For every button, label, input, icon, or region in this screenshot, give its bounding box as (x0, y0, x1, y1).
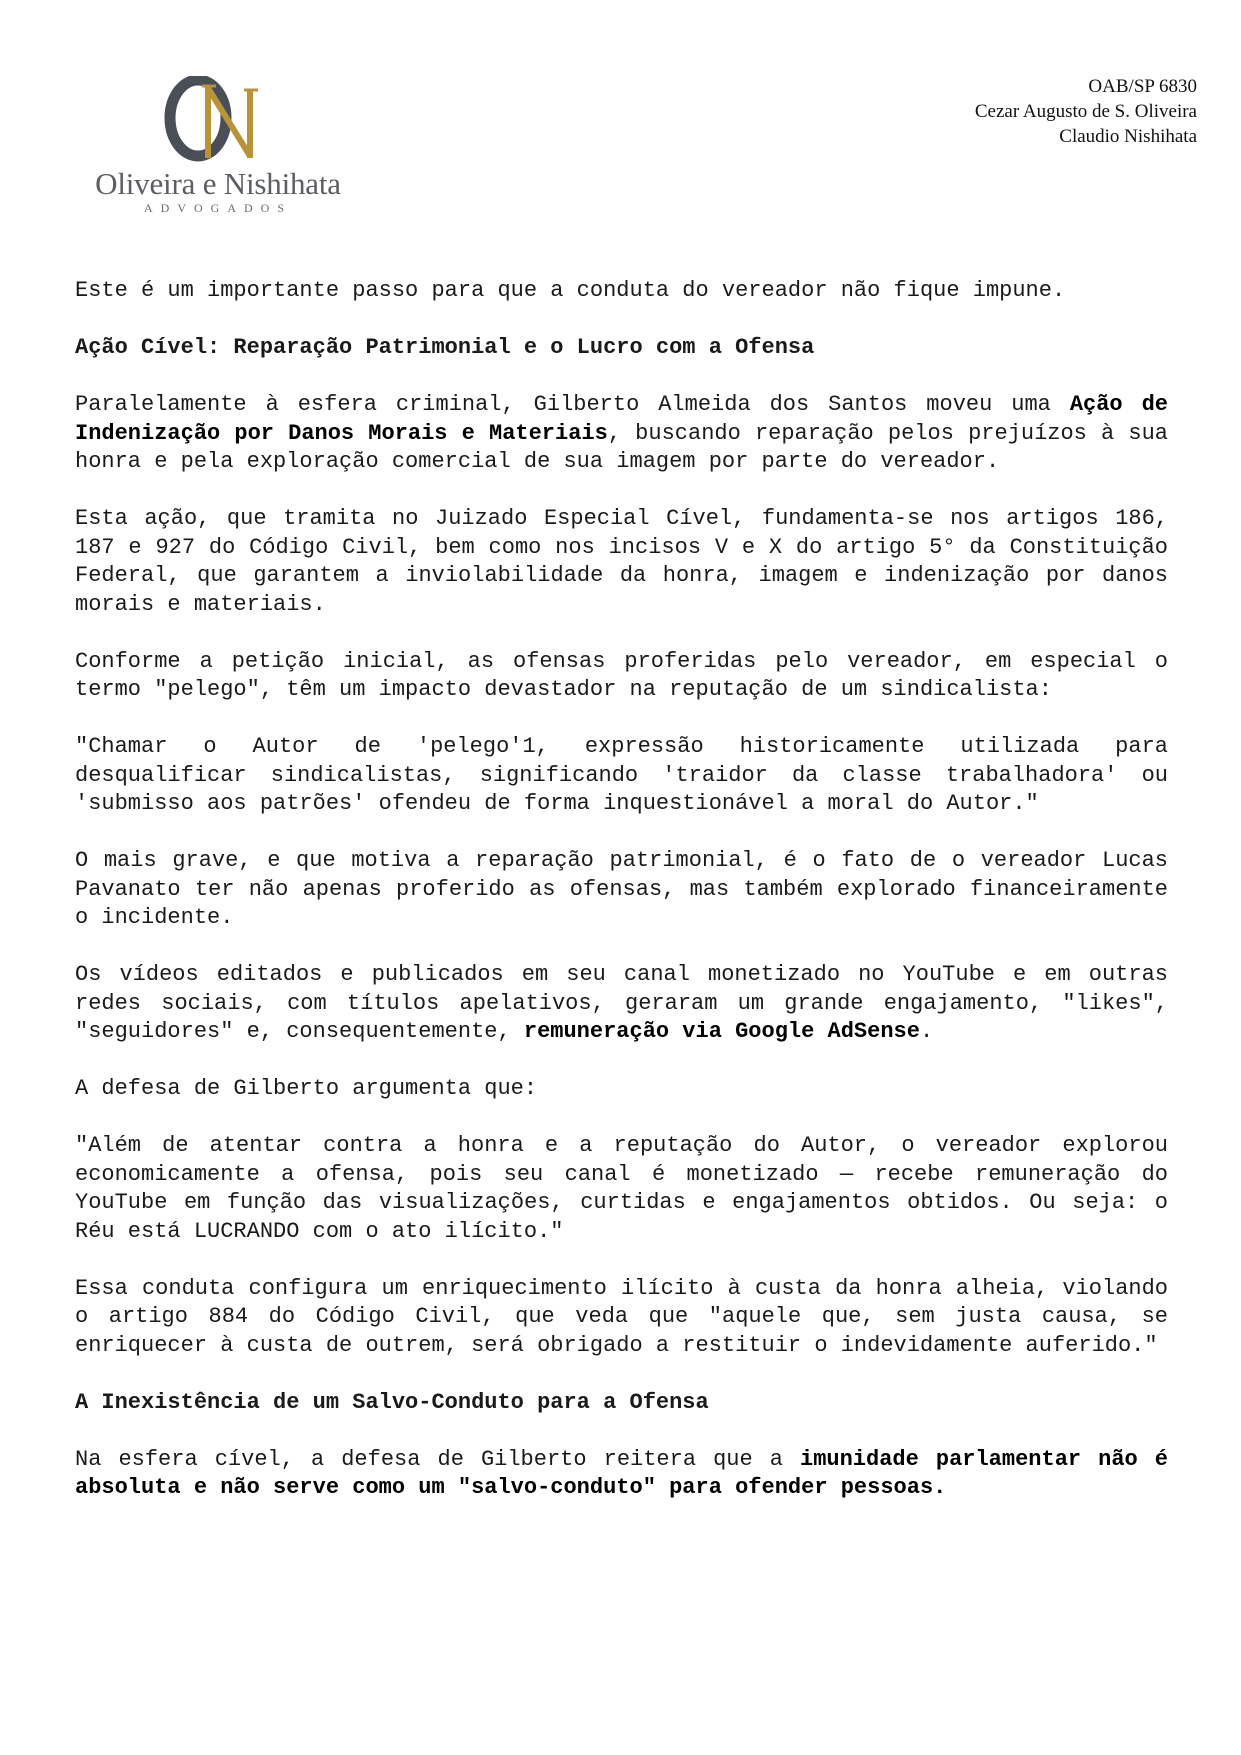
paragraph: Paralelamente à esfera criminal, Gilberto Almeida dos Santos moveu uma Ação de Indenização por Danos Morais e Materiais, buscando reparação pelos prejuízos à sua honra e pela exploração comercial de sua imagem por parte do vereador. (75, 392, 1168, 474)
paragraph: Essa conduta configura um enriquecimento ilícito à custa da honra alheia, violando o artigo 884 do Código Civil, que veda que "aquele que, sem justa causa, se enriquecer à custa de outrem, será obrigado a restituir o indevidamente auferido." (75, 1275, 1168, 1358)
quote: "Além de atentar contra a honra e a reputação do Autor, o vereador explorou economicamente a ofensa, pois seu canal é monetizado — recebe remuneração do YouTube em função das visualizações, curtidas e engajamentos obtidos. Ou seja: o Réu está LUCRANDO com o ato ilícito." (75, 1133, 1168, 1244)
paragraph: A defesa de Gilberto argumenta que: (75, 1076, 538, 1101)
header-contact (975, 74, 1197, 149)
firm-logo (88, 76, 348, 216)
document-body (75, 277, 1168, 1531)
oab-number: OAB/SP 6830 (1088, 76, 1197, 97)
paragraph: Na esfera cível, a defesa de Gilberto reitera que a imunidade parlamentar não é absoluta e não serve como um "salvo-conduto" para ofender pessoas. (75, 1446, 1169, 1500)
monogram-icon (158, 76, 278, 166)
bold-text: Ação de Indenização por Danos Morais e Materiais (75, 392, 1168, 446)
paragraph: Conforme a petição inicial, as ofensas proferidas pelo vereador, em especial o termo "pelego", têm um impacto devastador na reputação de um sindicalista: (75, 648, 1168, 702)
paragraph: Esta ação, que tramita no Juizado Especial Cível, fundamenta-se nos artigos 186, 187 e 927 do Código Civil, bem como nos incisos V e X do artigo 5° da Constituição Federal, que garantem a inviolabilidade da honra, imagem e indenização por danos morais e materiais. (75, 506, 1168, 617)
firm-subtitle: ADVOGADOS (143, 201, 292, 215)
bold-text: remuneração via Google AdSense (523, 1019, 920, 1044)
lawyer-name-1: Cezar Augusto de S. Oliveira (974, 101, 1197, 122)
quote: "Chamar o Autor de 'pelego'1, expressão historicamente utilizada para desqualificar sindicalistas, significando 'traidor da classe trabalhadora' ou 'submisso aos patrões' ofendeu de forma inquestionável a moral do Autor." (75, 734, 1168, 816)
paragraph: O mais grave, e que motiva a reparação patrimonial, é o fato de o vereador Lucas Pavanato ter não apenas proferido as ofensas, mas também explorado financeiramente o incidente. (75, 848, 1168, 930)
firm-name: Oliveira e Nishihata (95, 166, 341, 201)
bold-text: imunidade parlamentar não é absoluta e não serve como um "salvo-conduto" para ofender pessoas. (75, 1446, 1169, 1500)
paragraph: Este é um importante passo para que a conduta do vereador não fique impune. (75, 278, 1066, 303)
paragraph: Os vídeos editados e publicados em seu canal monetizado no YouTube e em outras redes sociais, com títulos apelativos, geraram um grande engajamento, "likes", "seguidores" e, consequentemente, remuneração via Google AdSense. (75, 962, 1168, 1044)
section-heading: Ação Cível: Reparação Patrimonial e o Lucro com a Ofensa (75, 335, 815, 360)
lawyer-name-2: Claudio Nishihata (1059, 126, 1197, 147)
section-heading: A Inexistência de um Salvo-Conduto para a Ofensa (75, 1389, 709, 1415)
